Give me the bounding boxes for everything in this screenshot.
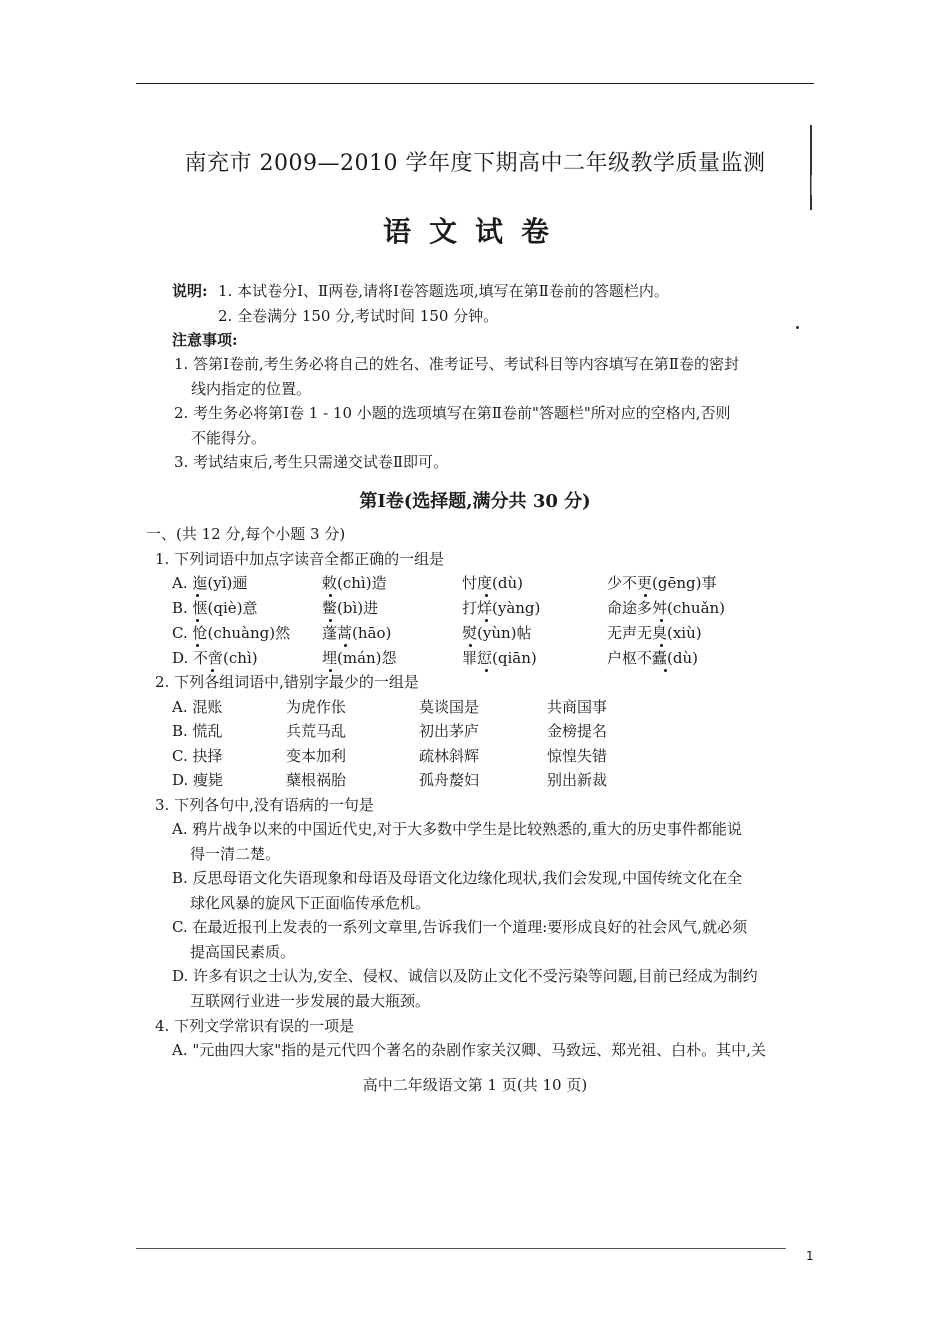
emphasis-dot bbox=[469, 644, 472, 647]
emphasis-dot bbox=[329, 594, 332, 597]
emphasis-dot bbox=[644, 594, 647, 597]
q3-stem: 3. 下列各句中,没有语病的一句是 bbox=[155, 796, 374, 814]
q3-option-b-line2: 球化风暴的旋风下正面临传承危机。 bbox=[190, 894, 431, 912]
exam-subtitle: 语文试卷 bbox=[382, 215, 567, 248]
q2-a-2: 为虎作伥 bbox=[286, 698, 347, 716]
q4-option-a-line1: A. "元曲四大家"指的是元代四个著名的杂剧作家关汉卿、马致远、郑光祖、白朴。其中,关 bbox=[172, 1041, 766, 1059]
zhuyi-item-1a: 1. 答第Ⅰ卷前,考生务必将自己的姓名、准考证号、考试科目等内容填写在第Ⅱ卷的密封 bbox=[174, 355, 739, 373]
q2-c-3: 疏林斜辉 bbox=[419, 747, 480, 765]
q2-a-3: 莫谈国是 bbox=[419, 698, 480, 716]
q3-option-a-line2: 得一清二楚。 bbox=[190, 845, 281, 863]
emphasis-dot bbox=[485, 619, 488, 622]
q1-a-2: 敕(chì)造 bbox=[322, 574, 387, 592]
q2-b-4: 金榜提名 bbox=[547, 722, 608, 740]
exam-title: 南充市 2009—2010 学年度下期高中二年级教学质量监测 bbox=[184, 151, 766, 176]
q1-c-2: 蓬蒿(hāo) bbox=[322, 624, 392, 642]
footer-rule bbox=[136, 1248, 786, 1249]
q1-b-1: B. 惬(qiè)意 bbox=[172, 599, 258, 617]
q3-option-d-line1: D. 许多有识之士认为,安全、侵权、诚信以及防止文化不受污染等问题,目前已经成为制约 bbox=[172, 967, 758, 985]
q3-option-c-line1: C. 在最近报刊上发表的一系列文章里,告诉我们一个道理:要形成良好的社会风气,就必须 bbox=[172, 918, 748, 936]
q1-b-4: 命途多舛(chuǎn) bbox=[607, 599, 726, 617]
shuoming-item-1: 1. 本试卷分Ⅰ、Ⅱ两卷,请将Ⅰ卷答题选项,填写在第Ⅱ卷前的答题栏内。 bbox=[218, 282, 669, 300]
q1-c-1: C. 怆(chuàng)然 bbox=[172, 624, 291, 642]
q2-b-3: 初出茅庐 bbox=[419, 722, 480, 740]
q2-c-1: C. 抉择 bbox=[172, 747, 223, 765]
emphasis-dot bbox=[196, 644, 199, 647]
emphasis-dot bbox=[664, 669, 667, 672]
q2-d-2: 蘖根祸胎 bbox=[286, 771, 347, 789]
q1-c-3: 熨(yùn)帖 bbox=[462, 624, 532, 642]
q4-stem: 4. 下列文学常识有误的一项是 bbox=[155, 1017, 355, 1035]
q2-b-2: 兵荒马乱 bbox=[286, 722, 347, 740]
shuoming-label: 说明: bbox=[172, 282, 208, 300]
q2-d-1: D. 瘦毙 bbox=[172, 771, 224, 789]
q2-c-2: 变本加利 bbox=[286, 747, 347, 765]
q1-stem: 1. 下列词语中加点字读音全都正确的一组是 bbox=[155, 550, 445, 568]
zhuyi-item-2a: 2. 考生务必将第Ⅰ卷 1 - 10 小题的选项填写在第Ⅱ卷前"答题栏"所对应的空格内,否则 bbox=[174, 404, 731, 422]
shuoming-item-2: 2. 全卷满分 150 分,考试时间 150 分钟。 bbox=[218, 307, 499, 325]
section-title: 第Ⅰ卷(选择题,满分共 30 分) bbox=[359, 491, 591, 512]
emphasis-dot bbox=[344, 644, 347, 647]
page-number: 1 bbox=[806, 1249, 814, 1263]
q1-a-3: 忖度(dù) bbox=[462, 574, 523, 592]
q1-d-3: 罪愆(qiān) bbox=[462, 649, 537, 667]
emphasis-dot bbox=[660, 619, 663, 622]
q1-d-1: D. 不啻(chì) bbox=[172, 649, 258, 667]
zhuyi-item-1b: 线内指定的位置。 bbox=[191, 380, 312, 398]
page-footer: 高中二年级语文第 1 页(共 10 页) bbox=[362, 1076, 588, 1094]
part-one-heading: 一、(共 12 分,每个小题 3 分) bbox=[146, 525, 346, 543]
q2-c-4: 惊惶失错 bbox=[547, 747, 608, 765]
q1-d-2: 埋(mán)怨 bbox=[322, 649, 397, 667]
zhuyi-label: 注意事项: bbox=[172, 331, 238, 349]
q1-c-4: 无声无臭(xiù) bbox=[607, 624, 702, 642]
q1-b-3: 打烊(yàng) bbox=[462, 599, 541, 617]
emphasis-dot bbox=[329, 619, 332, 622]
emphasis-dot bbox=[485, 594, 488, 597]
emphasis-dot bbox=[196, 619, 199, 622]
scan-speck bbox=[796, 326, 799, 329]
q2-a-4: 共商国事 bbox=[547, 698, 608, 716]
header-rule bbox=[136, 83, 814, 84]
q3-option-a-line1: A. 鸦片战争以来的中国近代史,对于大多数中学生是比较熟悉的,重大的历史事件都能说 bbox=[172, 820, 742, 838]
q1-a-1: A. 迤(yǐ)逦 bbox=[172, 574, 248, 592]
zhuyi-item-3: 3. 考试结束后,考生只需递交试卷Ⅱ即可。 bbox=[174, 453, 449, 471]
q2-a-1: A. 混账 bbox=[172, 698, 223, 716]
emphasis-dot bbox=[196, 594, 199, 597]
scan-edge-mark-faint bbox=[811, 175, 812, 195]
q3-option-d-line2: 互联网行业进一步发展的最大瓶颈。 bbox=[190, 992, 431, 1010]
emphasis-dot bbox=[660, 644, 663, 647]
q1-b-2: 鳖(bì)进 bbox=[322, 599, 379, 617]
zhuyi-item-2b: 不能得分。 bbox=[191, 429, 267, 447]
q1-a-4: 少不更(gēng)事 bbox=[607, 574, 717, 592]
q3-option-b-line1: B. 反思母语文化失语现象和母语及母语文化边缘化现状,我们会发现,中国传统文化在全 bbox=[172, 869, 743, 887]
q2-d-4: 别出新裁 bbox=[547, 771, 608, 789]
q3-option-c-line2: 提高国民素质。 bbox=[190, 943, 296, 961]
q2-stem: 2. 下列各组词语中,错别字最少的一组是 bbox=[155, 673, 419, 691]
emphasis-dot bbox=[485, 669, 488, 672]
q2-d-3: 孤舟嫠妇 bbox=[419, 771, 480, 789]
q1-d-4: 户枢不蠹(dù) bbox=[607, 649, 698, 667]
q2-b-1: B. 慌乱 bbox=[172, 722, 223, 740]
